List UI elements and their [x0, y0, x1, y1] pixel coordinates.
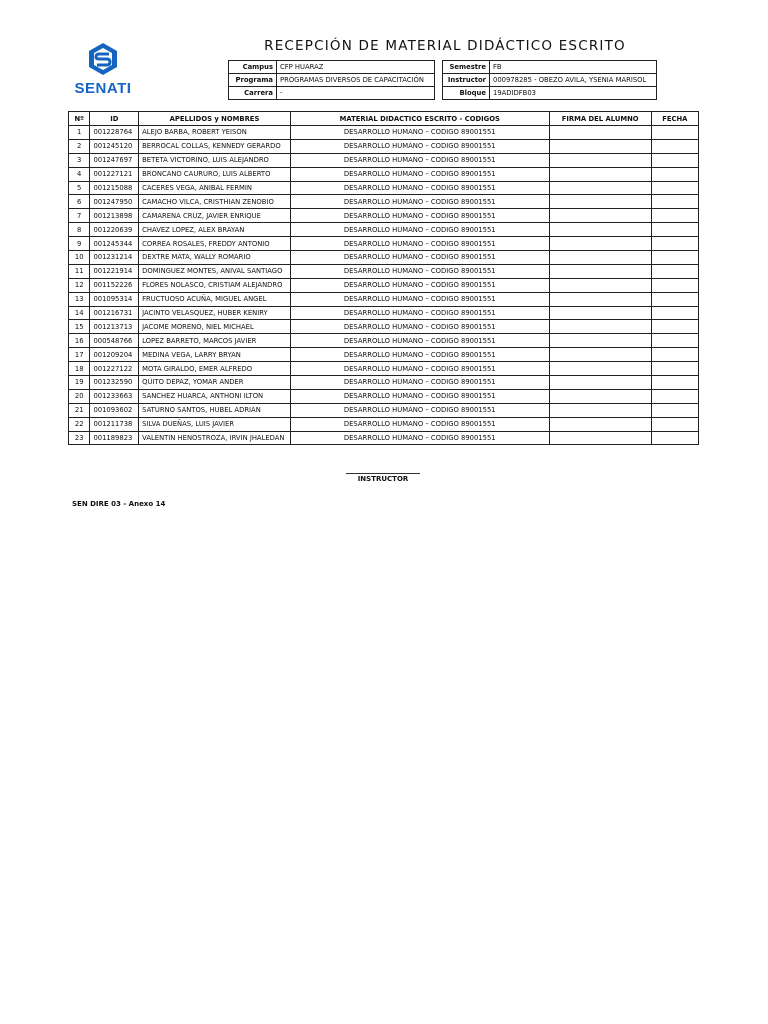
header-label: Semestre — [443, 61, 490, 74]
row-number: 13 — [69, 292, 90, 306]
date-cell — [651, 264, 698, 278]
table-row — [69, 264, 699, 278]
student-id: 001247950 — [90, 195, 139, 209]
student-name: MOTA GIRALDO, EMER ALFREDO — [139, 362, 291, 376]
header-value: 000978285 - OBEZO AVILA, YSENIA MARISOL — [490, 74, 657, 87]
material-code: DESARROLLO HUMANO – CODIGO 89001551 — [290, 264, 549, 278]
student-name: VALENTIN HENOSTROZA, IRVIN JHALEDAN — [139, 431, 291, 445]
student-id: 001227121 — [90, 167, 139, 181]
table-row — [69, 181, 699, 195]
table-row — [69, 237, 699, 251]
row-number: 20 — [69, 389, 90, 403]
table-row — [69, 403, 699, 417]
student-signature-cell — [549, 237, 651, 251]
student-signature-cell — [549, 376, 651, 390]
date-cell — [651, 181, 698, 195]
instructor-signature-line: INSTRUCTOR — [346, 473, 420, 483]
student-id: 001231214 — [90, 251, 139, 265]
row-number: 8 — [69, 223, 90, 237]
row-number: 16 — [69, 334, 90, 348]
student-signature-cell — [549, 195, 651, 209]
header-info-right — [442, 60, 657, 100]
date-cell — [651, 251, 698, 265]
material-code: DESARROLLO HUMANO – CODIGO 89001551 — [290, 126, 549, 140]
student-name: FRUCTUOSO ACUÑA, MIGUEL ANGEL — [139, 292, 291, 306]
row-number: 11 — [69, 264, 90, 278]
row-number: 2 — [69, 139, 90, 153]
date-cell — [651, 306, 698, 320]
material-code: DESARROLLO HUMANO – CODIGO 89001551 — [290, 181, 549, 195]
date-cell — [651, 237, 698, 251]
header-value: CFP HUARAZ — [277, 61, 435, 74]
table-row — [69, 306, 699, 320]
date-cell — [651, 389, 698, 403]
row-number: 1 — [69, 126, 90, 140]
page-title: RECEPCIÓN DE MATERIAL DIDÁCTICO ESCRITO — [264, 38, 626, 54]
material-code: DESARROLLO HUMANO – CODIGO 89001551 — [290, 278, 549, 292]
material-code: DESARROLLO HUMANO – CODIGO 89001551 — [290, 403, 549, 417]
student-signature-cell — [549, 153, 651, 167]
header-info-row — [229, 61, 435, 74]
student-signature-cell — [549, 264, 651, 278]
material-code: DESARROLLO HUMANO – CODIGO 89001551 — [290, 237, 549, 251]
header-value: PROGRAMAS DIVERSOS DE CAPACITACIÓN — [277, 74, 435, 87]
table-row — [69, 126, 699, 140]
student-name: SILVA DUEÑAS, LUIS JAVIER — [139, 417, 291, 431]
table-row — [69, 417, 699, 431]
material-code: DESARROLLO HUMANO – CODIGO 89001551 — [290, 209, 549, 223]
material-code: DESARROLLO HUMANO – CODIGO 89001551 — [290, 389, 549, 403]
student-id: 001093602 — [90, 403, 139, 417]
material-code: DESARROLLO HUMANO – CODIGO 89001551 — [290, 195, 549, 209]
student-name: QUITO DEPAZ, YOMAR ANDER — [139, 376, 291, 390]
date-cell — [651, 209, 698, 223]
table-row — [69, 334, 699, 348]
student-id: 001189823 — [90, 431, 139, 445]
student-signature-cell — [549, 139, 651, 153]
row-number: 15 — [69, 320, 90, 334]
row-number: 22 — [69, 417, 90, 431]
table-row — [69, 389, 699, 403]
material-code: DESARROLLO HUMANO – CODIGO 89001551 — [290, 306, 549, 320]
table-header-row — [69, 112, 699, 126]
row-number: 19 — [69, 376, 90, 390]
date-cell — [651, 431, 698, 445]
date-cell — [651, 320, 698, 334]
material-code: DESARROLLO HUMANO – CODIGO 89001551 — [290, 431, 549, 445]
row-number: 7 — [69, 209, 90, 223]
header-info-row — [443, 61, 657, 74]
student-id: 001232590 — [90, 376, 139, 390]
student-id: 001213898 — [90, 209, 139, 223]
student-id: 001209204 — [90, 348, 139, 362]
student-name: MEDINA VEGA, LARRY BRYAN — [139, 348, 291, 362]
table-row — [69, 139, 699, 153]
column-header: APELLIDOS y NOMBRES — [139, 112, 291, 126]
row-number: 14 — [69, 306, 90, 320]
student-name: FLORES NOLASCO, CRISTIAM ALEJANDRO — [139, 278, 291, 292]
date-cell — [651, 153, 698, 167]
student-id: 001216731 — [90, 306, 139, 320]
material-code: DESARROLLO HUMANO – CODIGO 89001551 — [290, 153, 549, 167]
row-number: 10 — [69, 251, 90, 265]
material-code: DESARROLLO HUMANO – CODIGO 89001551 — [290, 348, 549, 362]
header-label: Campus — [229, 61, 277, 74]
date-cell — [651, 139, 698, 153]
student-name: JACOME MORENO, NIEL MICHAEL — [139, 320, 291, 334]
student-signature-cell — [549, 181, 651, 195]
student-id: 001221914 — [90, 264, 139, 278]
student-id: 001228764 — [90, 126, 139, 140]
logo-text: SENATI — [74, 80, 132, 97]
row-number: 12 — [69, 278, 90, 292]
material-code: DESARROLLO HUMANO – CODIGO 89001551 — [290, 223, 549, 237]
date-cell — [651, 292, 698, 306]
student-signature-cell — [549, 362, 651, 376]
student-name: BRONCANO CAURURO, LUIS ALBERTO — [139, 167, 291, 181]
date-cell — [651, 223, 698, 237]
student-id: 001213713 — [90, 320, 139, 334]
date-cell — [651, 195, 698, 209]
header-value: - — [277, 87, 435, 100]
row-number: 5 — [69, 181, 90, 195]
student-id: 001152226 — [90, 278, 139, 292]
student-id: 001245344 — [90, 237, 139, 251]
date-cell — [651, 334, 698, 348]
senati-emblem-icon — [86, 42, 120, 76]
student-signature-cell — [549, 403, 651, 417]
student-name: SATURNO SANTOS, HUBEL ADRIAN — [139, 403, 291, 417]
date-cell — [651, 403, 698, 417]
student-id: 001227122 — [90, 362, 139, 376]
table-row — [69, 348, 699, 362]
header-label: Carrera — [229, 87, 277, 100]
student-id: 000548766 — [90, 334, 139, 348]
table-row — [69, 209, 699, 223]
student-name: ALEJO BARBA, ROBERT YEISON — [139, 126, 291, 140]
student-name: DEXTRE MATA, WALLY ROMARIO — [139, 251, 291, 265]
student-signature-cell — [549, 320, 651, 334]
date-cell — [651, 417, 698, 431]
header-info-row — [443, 74, 657, 87]
material-code: DESARROLLO HUMANO – CODIGO 89001551 — [290, 362, 549, 376]
student-id: 001211738 — [90, 417, 139, 431]
material-code: DESARROLLO HUMANO – CODIGO 89001551 — [290, 167, 549, 181]
header-info-row — [229, 74, 435, 87]
row-number: 6 — [69, 195, 90, 209]
student-signature-cell — [549, 167, 651, 181]
material-code: DESARROLLO HUMANO – CODIGO 89001551 — [290, 292, 549, 306]
student-name: JACINTO VELASQUEZ, HUBER KENIRY — [139, 306, 291, 320]
date-cell — [651, 348, 698, 362]
table-row — [69, 362, 699, 376]
student-name: CAMARENA CRUZ, JAVIER ENRIQUE — [139, 209, 291, 223]
student-signature-cell — [549, 251, 651, 265]
student-id: 001247697 — [90, 153, 139, 167]
material-code: DESARROLLO HUMANO – CODIGO 89001551 — [290, 417, 549, 431]
row-number: 18 — [69, 362, 90, 376]
student-signature-cell — [549, 126, 651, 140]
table-row — [69, 153, 699, 167]
column-header: FIRMA DEL ALUMNO — [549, 112, 651, 126]
student-signature-cell — [549, 209, 651, 223]
student-signature-cell — [549, 417, 651, 431]
table-row — [69, 278, 699, 292]
material-code: DESARROLLO HUMANO – CODIGO 89001551 — [290, 320, 549, 334]
header-label: Programa — [229, 74, 277, 87]
header-label: Bloque — [443, 87, 490, 100]
student-name: CAMACHO VILCA, CRISTHIAN ZENOBIO — [139, 195, 291, 209]
material-code: DESARROLLO HUMANO – CODIGO 89001551 — [290, 251, 549, 265]
date-cell — [651, 126, 698, 140]
student-name: CACERES VEGA, ANIBAL FERMIN — [139, 181, 291, 195]
student-name: BETETA VICTORINO, LUIS ALEJANDRO — [139, 153, 291, 167]
header-label: Instructor — [443, 74, 490, 87]
table-row — [69, 431, 699, 445]
student-name: CHAVEZ LOPEZ, ALEX BRAYAN — [139, 223, 291, 237]
row-number: 9 — [69, 237, 90, 251]
table-row — [69, 195, 699, 209]
date-cell — [651, 376, 698, 390]
date-cell — [651, 167, 698, 181]
student-id: 001233663 — [90, 389, 139, 403]
student-id: 001095314 — [90, 292, 139, 306]
header-value: FB — [490, 61, 657, 74]
material-code: DESARROLLO HUMANO – CODIGO 89001551 — [290, 334, 549, 348]
row-number: 3 — [69, 153, 90, 167]
column-header: FECHA — [651, 112, 698, 126]
table-row — [69, 376, 699, 390]
student-signature-cell — [549, 292, 651, 306]
student-signature-cell — [549, 306, 651, 320]
roster-table — [68, 111, 699, 445]
student-id: 001215088 — [90, 181, 139, 195]
student-signature-cell — [549, 278, 651, 292]
header-info-row — [229, 87, 435, 100]
header-info-row — [443, 87, 657, 100]
row-number: 21 — [69, 403, 90, 417]
student-signature-cell — [549, 348, 651, 362]
student-id: 001220639 — [90, 223, 139, 237]
student-signature-cell — [549, 389, 651, 403]
column-header: MATERIAL DIDACTICO ESCRITO - CODIGOS — [290, 112, 549, 126]
table-row — [69, 251, 699, 265]
header-value: 19ADIDFB03 — [490, 87, 657, 100]
student-name: DOMINGUEZ MONTES, ANIVAL SANTIAGO — [139, 264, 291, 278]
column-header: Nº — [69, 112, 90, 126]
column-header: ID — [90, 112, 139, 126]
material-code: DESARROLLO HUMANO – CODIGO 89001551 — [290, 376, 549, 390]
date-cell — [651, 278, 698, 292]
senati-logo — [70, 42, 136, 97]
student-name: BERROCAL COLLAS, KENNEDY GERARDO — [139, 139, 291, 153]
student-name: CORREA ROSALES, FREDDY ANTONIO — [139, 237, 291, 251]
row-number: 23 — [69, 431, 90, 445]
student-id: 001245120 — [90, 139, 139, 153]
student-name: SANCHEZ HUARCA, ANTHONI ILTON — [139, 389, 291, 403]
header-info-left — [228, 60, 435, 100]
student-signature-cell — [549, 223, 651, 237]
material-code: DESARROLLO HUMANO – CODIGO 89001551 — [290, 139, 549, 153]
table-row — [69, 223, 699, 237]
row-number: 4 — [69, 167, 90, 181]
student-signature-cell — [549, 431, 651, 445]
date-cell — [651, 362, 698, 376]
table-row — [69, 320, 699, 334]
student-signature-cell — [549, 334, 651, 348]
student-name: LOPEZ BARRETO, MARCOS JAVIER — [139, 334, 291, 348]
table-row — [69, 292, 699, 306]
table-row — [69, 167, 699, 181]
row-number: 17 — [69, 348, 90, 362]
footer-code: SEN DIRE 03 - Anexo 14 — [72, 500, 166, 508]
